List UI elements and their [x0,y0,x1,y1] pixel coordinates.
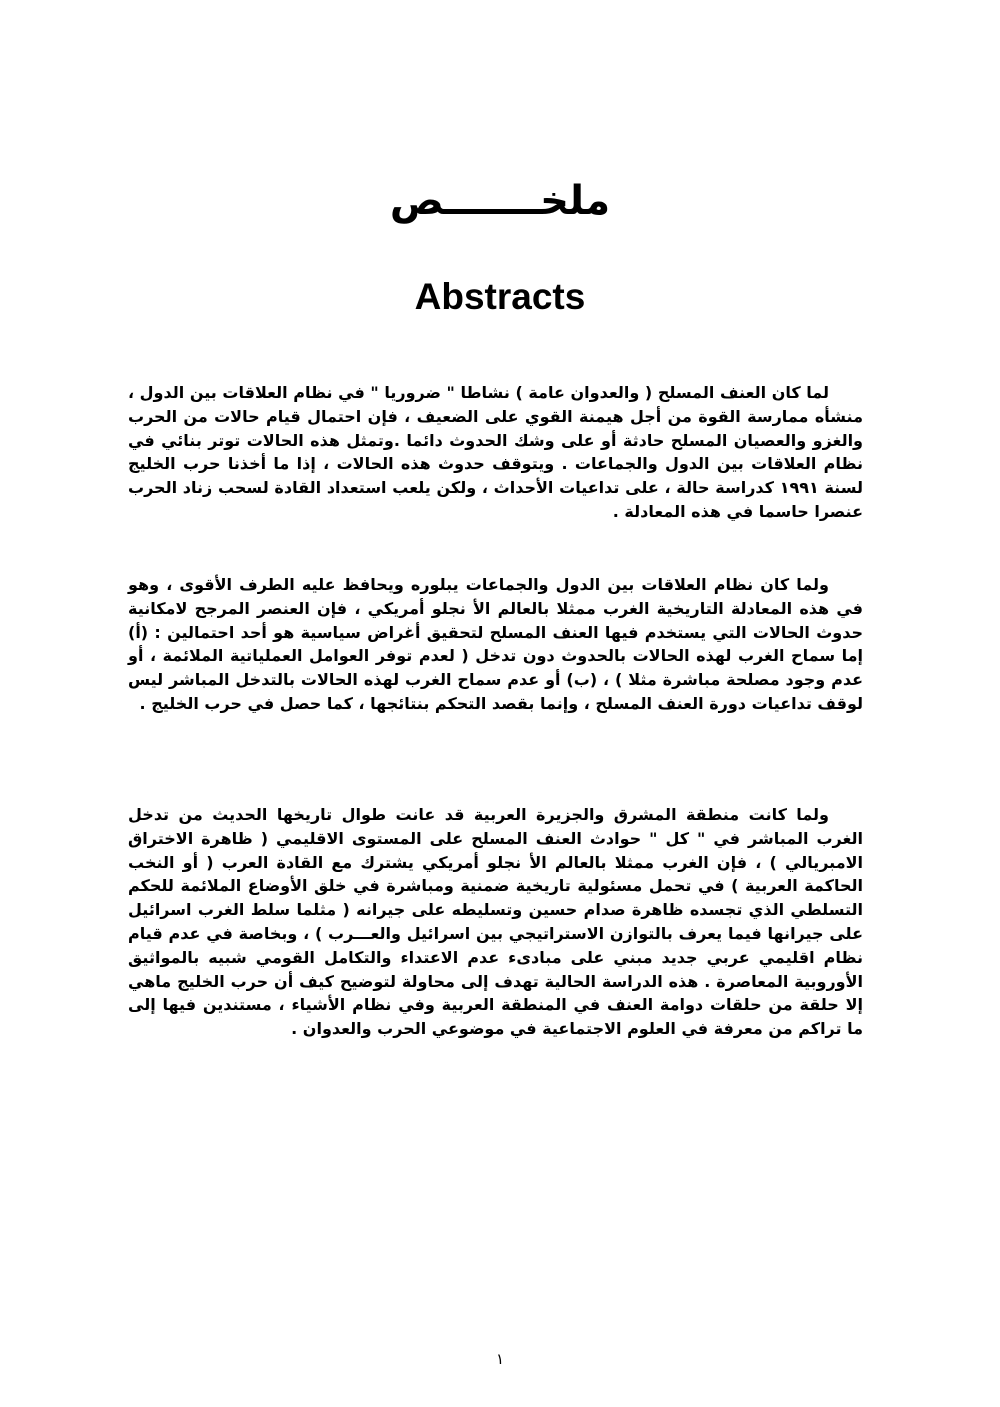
abstract-paragraph-3 [128,803,863,1041]
page-number: ١ [495,1350,505,1368]
arabic-title: ملخـــــــص [389,178,611,224]
abstract-paragraph-1 [128,381,863,524]
paragraph-text: ولما كانت منطقة المشرق والجزيرة العربية قد عانت طوال تاريخها الحديث من تدخل الغرب المباشر في " كل " حوادث العنف المسلح على المستوى الاقليمي ( ظاهرة الاختراق الامبريالي ) ، فإن الغرب ممثلا بالعالم الأ نجلو أمريكي يشترك مع القادة العرب ( أو النخب الحاكمة العربية ) في تحمل مسئولية تاريخية ضمنية ومباشرة في خلق الأوضاع الملائمة للحكم التسلطي الذي تجسده ظاهرة صدام حسين وتسليطه على جيرانه ( مثلما سلط الغرب اسرائيل على جيرانها فيما يعرف بالتوازن الاستراتيجي بين اسرائيل والعـــرب ) ، وبخاصة في عدم قيام نظام اقليمي عربي جديد مبني على مبادىء عدم الاعتداء والتكامل القومي شبيه بالمواثيق الأوروبية المعاصرة . هذه الدراسة الحالية تهدف إلى محاولة لتوضيح كيف أن حرب الخليج ماهي إلا حلقة من حلقات دوامة العنف في المنطقة العربية وفي نظام الأشياء ، مستندين فيها إلى ما تراكم من معرفة في العلوم الاجتماعية في موضوعي الحرب والعدوان . [128,805,863,1039]
english-title: Abstracts [414,276,586,317]
paragraph-text: لما كان العنف المسلح ( والعدوان عامة ) نشاطا " ضروريا " في نظام العلاقات بين الدول ، منشأه ممارسة القوة من أجل هيمنة القوي على الضعيف ، فإن احتمال قيام حالات من الحرب والغزو والعصيان المسلح حادثة أو على وشك الحدوث دائما .وتمثل هذه الحالات توتر بنائي في نظام العلاقات بين الدول والجماعات . ويتوقف حدوث هذه الحالات ، إذا ما أخذنا حرب الخليج لسنة ١٩٩١ كدراسة حالة ، على تداعيات الأحداث ، ولكن يلعب استعداد القادة لسحب زناد الحرب عنصرا حاسما في هذه المعادلة . [128,383,863,521]
paragraph-text: ولما كان نظام العلاقات بين الدول والجماعات يبلوره ويحافظ عليه الطرف الأقوى ، وهو في هذه المعادلة التاريخية الغرب ممثلا بالعالم الأ نجلو أمريكي ، فإن العنصر المرجح لامكانية حدوث الحالات التي يستخدم فيها العنف المسلح لتحقيق أغراض سياسية هو أحد احتمالين : (أ) إما سماح الغرب لهذه الحالات بالحدوث دون تدخل ( لعدم توفر العوامل العملياتية الملائمة ، أو عدم وجود مصلحة مباشرة مثلا ) ، (ب) أو عدم سماح الغرب لهذه الحالات بالتدخل المباشر ليس لوقف تداعيات دورة العنف المسلح ، وإنما بقصد التحكم بنتائجها ، كما حصل في حرب الخليج . [128,575,863,713]
abstract-paragraph-2 [128,573,863,716]
